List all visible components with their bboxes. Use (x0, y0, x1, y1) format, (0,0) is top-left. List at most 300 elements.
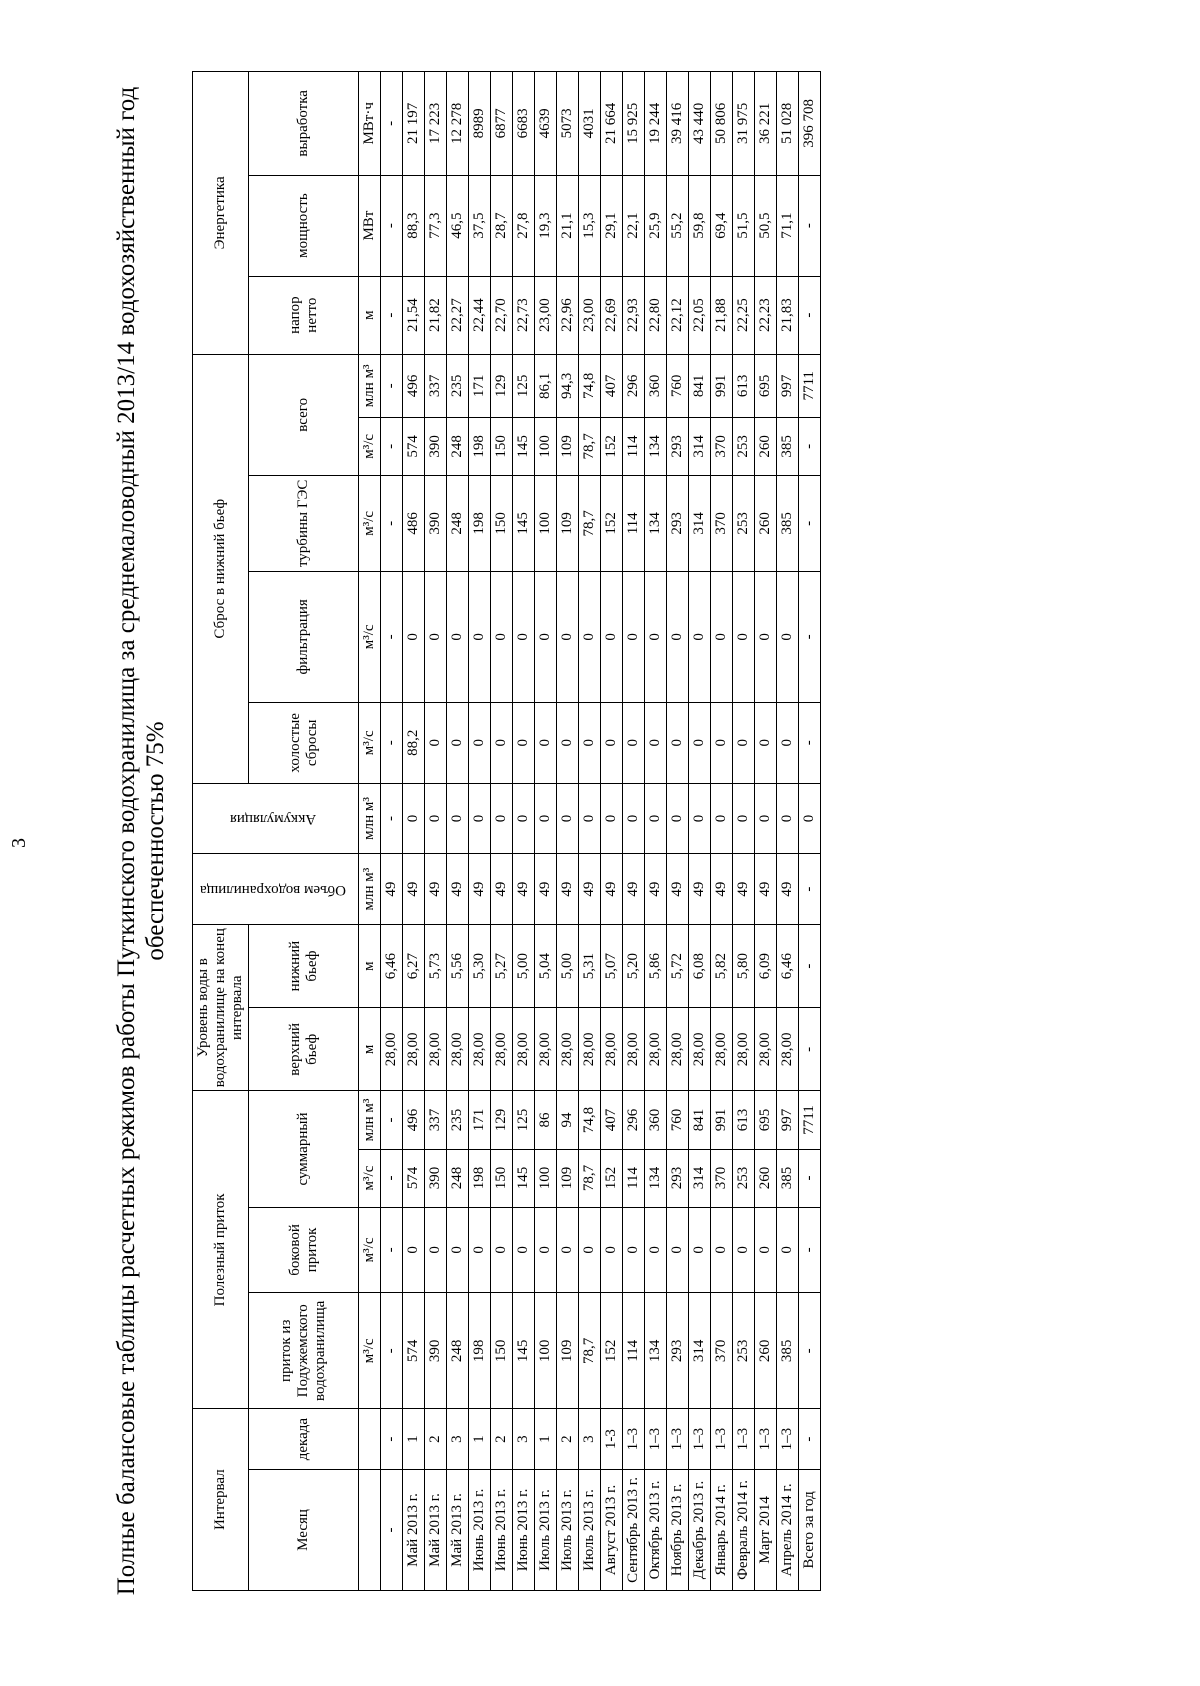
table-cell: 1–3 (645, 1409, 667, 1470)
header-volume-text: Объем водохранилища (200, 881, 346, 898)
table-cell: 496 (403, 1091, 425, 1149)
table-cell: 145 (513, 417, 535, 475)
table-cell: 0 (689, 571, 711, 702)
unit-cell: м (359, 924, 381, 1007)
table-cell: 0 (623, 1207, 645, 1293)
table-cell: 134 (645, 1149, 667, 1207)
table-cell: 0 (403, 783, 425, 854)
table-cell: 0 (447, 571, 469, 702)
table-cell: 760 (667, 1091, 689, 1149)
table-cell: 94 (557, 1091, 579, 1149)
table-cell: 0 (579, 1207, 601, 1293)
table-cell: 22,23 (755, 276, 777, 354)
month-cell: Январь 2014 г. (711, 1469, 733, 1590)
table-cell: 235 (447, 354, 469, 417)
month-cell: Май 2013 г. (447, 1469, 469, 1590)
table-cell: 5,31 (579, 924, 601, 1007)
table-cell: 109 (557, 1293, 579, 1409)
table-cell: 5,56 (447, 924, 469, 1007)
header-idle: холостые сбросы (249, 702, 359, 783)
table-cell: 314 (689, 1293, 711, 1409)
table-cell: 253 (733, 1293, 755, 1409)
table-cell: 0 (425, 1207, 447, 1293)
table-cell: 51 028 (777, 72, 799, 176)
table-cell: 49 (645, 854, 667, 925)
table-cell: 22,93 (623, 276, 645, 354)
table-cell: 88,2 (403, 702, 425, 783)
unit-cell: м³/с (359, 571, 381, 702)
table-cell: 150 (491, 1293, 513, 1409)
table-row (381, 72, 403, 1591)
table-cell: 0 (733, 783, 755, 854)
balance-table (192, 71, 821, 1591)
table-cell: 370 (711, 475, 733, 571)
table-cell: 5,73 (425, 924, 447, 1007)
table-cell: 145 (513, 1293, 535, 1409)
table-cell: 0 (601, 1207, 623, 1293)
header-lateral: боковой приток (249, 1207, 359, 1293)
table-cell: 22,1 (623, 175, 645, 276)
table-cell: - (799, 854, 821, 925)
table-cell: 0 (755, 571, 777, 702)
table-cell: 100 (535, 1293, 557, 1409)
table-cell: 0 (447, 1207, 469, 1293)
unit-cell: млн м³ (359, 783, 381, 854)
table-cell: 390 (425, 1293, 447, 1409)
table-cell: 0 (777, 571, 799, 702)
table-cell: 21 664 (601, 72, 623, 176)
table-cell: 46,5 (447, 175, 469, 276)
table-cell: 109 (557, 417, 579, 475)
table-cell: 114 (623, 475, 645, 571)
table-cell: 0 (755, 702, 777, 783)
table-cell: 0 (645, 1207, 667, 1293)
table-cell: 0 (491, 571, 513, 702)
header-output: выработка (249, 72, 359, 176)
table-cell: 0 (469, 702, 491, 783)
table-cell: - (799, 1293, 821, 1409)
table-cell: - (381, 354, 403, 417)
table-cell: 150 (491, 475, 513, 571)
table-cell: 293 (667, 1149, 689, 1207)
table-cell: 1–3 (777, 1409, 799, 1470)
unit-cell: млн м³ (359, 854, 381, 925)
header-filtration: фильтрация (249, 571, 359, 702)
table-row (799, 72, 821, 1591)
table-cell: 28,00 (381, 1008, 403, 1091)
table-cell: 0 (689, 702, 711, 783)
table-cell: 198 (469, 1293, 491, 1409)
table-cell: 49 (711, 854, 733, 925)
table-cell: 0 (601, 783, 623, 854)
table-cell: 28,00 (733, 1008, 755, 1091)
month-cell: Июнь 2013 г. (513, 1469, 535, 1590)
table-cell: - (381, 702, 403, 783)
table-cell: 0 (425, 783, 447, 854)
table-cell: 695 (755, 1091, 777, 1149)
page-number: 3 (8, 838, 30, 848)
header-accumulation (193, 783, 359, 854)
table-cell: 0 (513, 1207, 535, 1293)
table-cell: 145 (513, 1149, 535, 1207)
table-cell: 109 (557, 1149, 579, 1207)
month-cell: Декабрь 2013 г. (689, 1469, 711, 1590)
table-cell: 129 (491, 354, 513, 417)
month-cell: Июнь 2013 г. (491, 1469, 513, 1590)
table-cell: 0 (777, 702, 799, 783)
table-row (513, 72, 535, 1591)
table-cell: 49 (447, 854, 469, 925)
table-cell: 28,00 (755, 1008, 777, 1091)
table-cell: 0 (447, 783, 469, 854)
table-cell: 370 (711, 417, 733, 475)
header-total-inflow: суммарный (249, 1091, 359, 1207)
month-cell: - (381, 1469, 403, 1590)
table-cell: 293 (667, 1293, 689, 1409)
table-cell: 198 (469, 475, 491, 571)
table-cell: 0 (403, 1207, 425, 1293)
table-cell: 49 (513, 854, 535, 925)
table-cell: 0 (557, 1207, 579, 1293)
header-volume (193, 854, 359, 925)
header-energy: Энергетика (193, 72, 249, 355)
table-cell: 28,00 (403, 1008, 425, 1091)
table-cell: 396 708 (799, 72, 821, 176)
table-cell: 28,00 (557, 1008, 579, 1091)
table-cell: 293 (667, 475, 689, 571)
table-cell: 28,00 (513, 1008, 535, 1091)
table-cell: 22,73 (513, 276, 535, 354)
table-cell: 22,05 (689, 276, 711, 354)
table-cell: 3 (513, 1409, 535, 1470)
table-cell: 22,69 (601, 276, 623, 354)
table-cell: 49 (667, 854, 689, 925)
table-cell: 23,00 (579, 276, 601, 354)
table-cell: 28,00 (535, 1008, 557, 1091)
table-cell: 15 925 (623, 72, 645, 176)
header-lower-pool: нижний бьеф (249, 924, 359, 1007)
table-cell: 760 (667, 354, 689, 417)
table-cell: 0 (645, 702, 667, 783)
table-cell: 49 (579, 854, 601, 925)
table-cell: 145 (513, 475, 535, 571)
table-cell: 17 223 (425, 72, 447, 176)
table-cell: 36 221 (755, 72, 777, 176)
table-cell: 21,83 (777, 276, 799, 354)
table-cell: 0 (491, 783, 513, 854)
unit-cell: м (359, 276, 381, 354)
table-cell: 314 (689, 1149, 711, 1207)
table-cell: 19,3 (535, 175, 557, 276)
table-cell: - (799, 1207, 821, 1293)
table-cell: - (799, 702, 821, 783)
table-cell: - (799, 924, 821, 1007)
table-cell: 0 (513, 571, 535, 702)
table-cell: 235 (447, 1091, 469, 1149)
table-cell: 59,8 (689, 175, 711, 276)
table-cell: 114 (623, 417, 645, 475)
table-cell: 5,86 (645, 924, 667, 1007)
table-cell: 43 440 (689, 72, 711, 176)
table-cell: 0 (667, 702, 689, 783)
table-cell: 0 (513, 783, 535, 854)
table-cell: 253 (733, 417, 755, 475)
table-cell: 2 (557, 1409, 579, 1470)
table-row (777, 72, 799, 1591)
table-cell: 0 (755, 783, 777, 854)
table-cell: 5,04 (535, 924, 557, 1007)
table-cell: 28,00 (469, 1008, 491, 1091)
table-cell: 0 (557, 571, 579, 702)
table-cell: 21,88 (711, 276, 733, 354)
table-cell: 385 (777, 475, 799, 571)
header-inflow-upstream: приток из Подужемского водохранилища (249, 1293, 359, 1409)
table-cell: 0 (469, 1207, 491, 1293)
table-cell: 0 (469, 571, 491, 702)
table-cell: - (381, 1207, 403, 1293)
table-cell: 69,4 (711, 175, 733, 276)
table-cell: 49 (755, 854, 777, 925)
unit-cell: млн м³ (359, 354, 381, 417)
table-cell: 0 (491, 1207, 513, 1293)
table-cell: 574 (403, 417, 425, 475)
table-cell: 0 (491, 702, 513, 783)
table-cell: 1 (469, 1409, 491, 1470)
month-cell: Март 2014 (755, 1469, 777, 1590)
table-cell: 0 (403, 571, 425, 702)
header-interval: Интервал (193, 1409, 249, 1591)
table-cell: 22,70 (491, 276, 513, 354)
table-cell: 0 (623, 571, 645, 702)
month-cell: Октябрь 2013 г. (645, 1469, 667, 1590)
table-row (645, 72, 667, 1591)
table-cell: 390 (425, 475, 447, 571)
table-cell: 1–3 (733, 1409, 755, 1470)
table-cell: 8989 (469, 72, 491, 176)
table-cell: 28,00 (667, 1008, 689, 1091)
table-cell: 6,09 (755, 924, 777, 1007)
table-cell: 0 (579, 702, 601, 783)
table-row (667, 72, 689, 1591)
header-accumulation-text: Аккумуляция (229, 810, 317, 827)
unit-cell: м³/с (359, 1207, 381, 1293)
table-cell: 997 (777, 354, 799, 417)
month-cell: Июль 2013 г. (535, 1469, 557, 1590)
table-cell: 94,3 (557, 354, 579, 417)
table-cell: 3 (447, 1409, 469, 1470)
table-cell: 49 (623, 854, 645, 925)
table-cell: - (799, 417, 821, 475)
header-net-head: напор нетто (249, 276, 359, 354)
table-cell: - (799, 1149, 821, 1207)
table-cell: 28,00 (711, 1008, 733, 1091)
table-cell: 0 (535, 1207, 557, 1293)
month-cell: Ноябрь 2013 г. (667, 1469, 689, 1590)
table-cell: 78,7 (579, 1149, 601, 1207)
table-cell: 486 (403, 475, 425, 571)
table-cell: 49 (381, 854, 403, 925)
table-cell: 260 (755, 1149, 777, 1207)
table-cell: 6,08 (689, 924, 711, 1007)
table-cell: - (799, 571, 821, 702)
table-cell: 360 (645, 1091, 667, 1149)
table-cell: 6877 (491, 72, 513, 176)
header-power: мощность (249, 175, 359, 276)
table-cell: 1–3 (667, 1409, 689, 1470)
table-cell: 49 (491, 854, 513, 925)
units-row (359, 72, 381, 1591)
table-cell: 0 (711, 1207, 733, 1293)
month-cell: Июль 2013 г. (579, 1469, 601, 1590)
unit-cell: м³/с (359, 417, 381, 475)
table-cell: 15,3 (579, 175, 601, 276)
table-cell: - (381, 1091, 403, 1149)
table-cell: - (381, 1293, 403, 1409)
table-cell: 337 (425, 1091, 447, 1149)
table-cell: 5,30 (469, 924, 491, 1007)
table-row (623, 72, 645, 1591)
table-cell: 150 (491, 417, 513, 475)
table-cell: 100 (535, 475, 557, 571)
table-cell: 100 (535, 417, 557, 475)
table-cell: 134 (645, 1293, 667, 1409)
table-cell: 129 (491, 1091, 513, 1149)
document-title: Полные балансовые таблицы расчетных режимов работы Путкинского водохранилища за среднемаловодный 2013/14 водохозяйственный год обеспеченностью 75% (113, 86, 169, 1596)
table-cell: 390 (425, 1149, 447, 1207)
table-cell: 28,00 (777, 1008, 799, 1091)
table-cell: 407 (601, 1091, 623, 1149)
table-cell: 134 (645, 475, 667, 571)
table-cell: 152 (601, 1293, 623, 1409)
table-cell: 0 (579, 571, 601, 702)
header-water-level: Уровень воды в водохранилище на конец интервала (193, 924, 249, 1091)
table-cell: 6683 (513, 72, 535, 176)
table-cell: 4639 (535, 72, 557, 176)
table-cell: 0 (623, 783, 645, 854)
table-cell: 150 (491, 1149, 513, 1207)
table-cell: 0 (601, 702, 623, 783)
table-cell: 293 (667, 417, 689, 475)
table-cell: 407 (601, 354, 623, 417)
table-cell: 78,7 (579, 417, 601, 475)
table-cell: 78,7 (579, 1293, 601, 1409)
header-decade: декада (249, 1409, 359, 1470)
table-cell: 0 (711, 783, 733, 854)
table-cell: 0 (645, 571, 667, 702)
table-cell: 841 (689, 354, 711, 417)
table-cell: 296 (623, 1091, 645, 1149)
table-cell: 28,00 (601, 1008, 623, 1091)
table-body (381, 72, 821, 1591)
table-cell: 27,8 (513, 175, 535, 276)
table-cell: 198 (469, 417, 491, 475)
table-cell: 114 (623, 1149, 645, 1207)
table-cell: 390 (425, 417, 447, 475)
unit-cell: м³/с (359, 1149, 381, 1207)
table-row (601, 72, 623, 1591)
table-cell: - (799, 475, 821, 571)
table-cell: - (381, 276, 403, 354)
table-cell: 0 (557, 702, 579, 783)
table-row (491, 72, 513, 1591)
month-cell: Апрель 2014 г. (777, 1469, 799, 1590)
table-cell: 171 (469, 354, 491, 417)
table-cell: 55,2 (667, 175, 689, 276)
table-cell: 1 (403, 1409, 425, 1470)
table-cell: - (381, 175, 403, 276)
month-cell: Июль 2013 г. (557, 1469, 579, 1590)
table-cell: 0 (535, 783, 557, 854)
table-cell: 5073 (557, 72, 579, 176)
table-cell: 21,54 (403, 276, 425, 354)
table-cell: 253 (733, 475, 755, 571)
table-cell: 22,96 (557, 276, 579, 354)
table-cell: 1–3 (711, 1409, 733, 1470)
table-cell: 841 (689, 1091, 711, 1149)
table-cell: 613 (733, 354, 755, 417)
table-cell: 1–3 (623, 1409, 645, 1470)
table-cell: 248 (447, 1293, 469, 1409)
table-cell: - (381, 1149, 403, 1207)
table-cell: 152 (601, 417, 623, 475)
table-row (425, 72, 447, 1591)
table-cell: 21,1 (557, 175, 579, 276)
table-cell: 5,07 (601, 924, 623, 1007)
month-cell: Май 2013 г. (425, 1469, 447, 1590)
table-cell: 0 (425, 702, 447, 783)
table-cell: 5,72 (667, 924, 689, 1007)
table-cell: 314 (689, 475, 711, 571)
table-cell: 22,80 (645, 276, 667, 354)
unit-cell: м³/с (359, 475, 381, 571)
table-row (711, 72, 733, 1591)
table-cell: 22,27 (447, 276, 469, 354)
table-cell: 28,00 (447, 1008, 469, 1091)
table-cell: 109 (557, 475, 579, 571)
table-cell: 574 (403, 1149, 425, 1207)
table-cell: 22,25 (733, 276, 755, 354)
table-cell: 0 (447, 702, 469, 783)
unit-cell: МВт·ч (359, 72, 381, 176)
table-cell: 28,00 (491, 1008, 513, 1091)
table-cell: 2 (491, 1409, 513, 1470)
table-cell: 7711 (799, 1091, 821, 1149)
unit-cell: м³/с (359, 1293, 381, 1409)
table-cell: 0 (667, 783, 689, 854)
table-row (469, 72, 491, 1591)
table-cell: 49 (557, 854, 579, 925)
table-cell: 0 (579, 783, 601, 854)
table-cell: 1–3 (755, 1409, 777, 1470)
table-cell: 991 (711, 354, 733, 417)
table-cell: 21,82 (425, 276, 447, 354)
unit-cell: м (359, 1008, 381, 1091)
table-cell: 5,00 (513, 924, 535, 1007)
table-cell: 134 (645, 417, 667, 475)
table-cell: - (799, 1008, 821, 1091)
table-cell: 74,8 (579, 1091, 601, 1149)
table-cell: - (381, 571, 403, 702)
table-cell: 613 (733, 1091, 755, 1149)
table-row (579, 72, 601, 1591)
unit-cell: млн м³ (359, 1091, 381, 1149)
table-cell: 0 (667, 1207, 689, 1293)
table-cell: 260 (755, 1293, 777, 1409)
table-cell: 6,46 (381, 924, 403, 1007)
table-cell: 0 (777, 783, 799, 854)
header-turbines: турбины ГЭС (249, 475, 359, 571)
table-cell: 88,3 (403, 175, 425, 276)
